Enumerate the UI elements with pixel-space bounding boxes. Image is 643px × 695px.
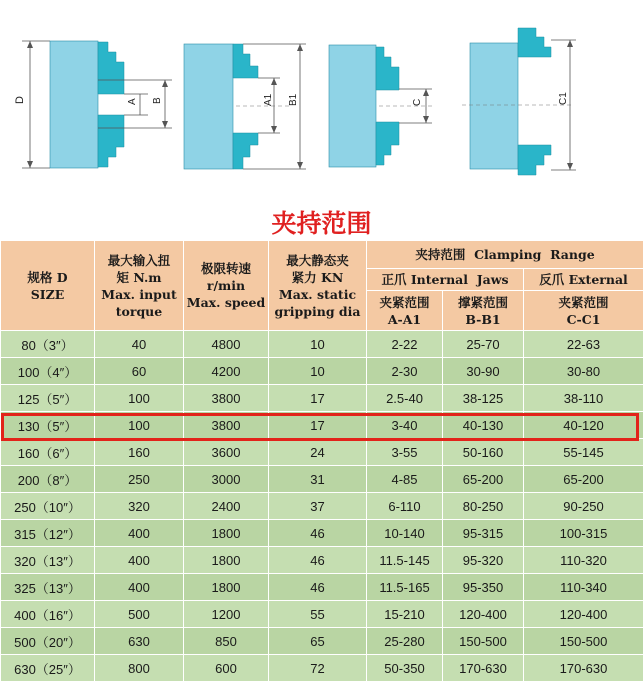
cell-cc1: 55-145 [524, 439, 643, 466]
cell-bb1: 38-125 [443, 385, 524, 412]
cell-size: 130（5″） [1, 412, 95, 439]
cell-force: 37 [269, 493, 367, 520]
cell-speed: 4200 [184, 358, 269, 385]
cell-speed: 850 [184, 628, 269, 655]
cell-cc1: 22-63 [524, 331, 643, 358]
cell-force: 55 [269, 601, 367, 628]
cell-cc1: 100-315 [524, 520, 643, 547]
header-internal-jaws: 正爪 Internal Jaws [367, 269, 524, 291]
cell-aa1: 11.5-145 [367, 547, 443, 574]
header-speed [184, 241, 269, 331]
label-b1: B1 [288, 93, 299, 106]
cell-size: 80（3″） [1, 331, 95, 358]
table-row [1, 385, 643, 412]
cell-bb1: 65-200 [443, 466, 524, 493]
cell-speed: 3000 [184, 466, 269, 493]
cell-force: 10 [269, 358, 367, 385]
table-row [1, 520, 643, 547]
cell-force: 17 [269, 385, 367, 412]
chuck-diagram-area [0, 0, 643, 207]
cell-torque: 400 [95, 547, 184, 574]
cell-size: 630（25″） [1, 655, 95, 682]
cell-size: 125（5″） [1, 385, 95, 412]
header-speed-unit: r/min [206, 278, 246, 293]
cell-aa1: 11.5-165 [367, 574, 443, 601]
cell-cc1: 150-500 [524, 628, 643, 655]
header-cc1 [524, 291, 643, 331]
cell-bb1: 25-70 [443, 331, 524, 358]
cell-bb1: 40-130 [443, 412, 524, 439]
header-size [1, 241, 95, 331]
cell-aa1: 15-210 [367, 601, 443, 628]
header-cc1-cn: 夹紧范围 [558, 294, 609, 310]
header-external-jaws: 反爪 External [524, 269, 643, 291]
cell-force: 46 [269, 520, 367, 547]
cell-torque: 60 [95, 358, 184, 385]
label-c: C [412, 98, 423, 106]
header-aa1 [367, 291, 443, 331]
cell-speed: 1800 [184, 574, 269, 601]
cell-aa1: 4-85 [367, 466, 443, 493]
header-torque-en2: torque [115, 303, 163, 319]
cell-force: 72 [269, 655, 367, 682]
cell-torque: 400 [95, 520, 184, 547]
cell-cc1: 65-200 [524, 466, 643, 493]
header-aa1-cn: 夹紧范围 [379, 294, 430, 310]
cell-force: 17 [269, 412, 367, 439]
cell-torque: 160 [95, 439, 184, 466]
cell-speed: 3600 [184, 439, 269, 466]
cell-size: 200（8″） [1, 466, 95, 493]
cell-torque: 500 [95, 601, 184, 628]
cell-bb1: 95-320 [443, 547, 524, 574]
label-d: D [14, 96, 26, 104]
cell-aa1: 25-280 [367, 628, 443, 655]
cell-torque: 800 [95, 655, 184, 682]
cell-size: 315（12″） [1, 520, 95, 547]
header-size-cn: 规格 D [27, 269, 68, 285]
header-row-1 [1, 241, 643, 269]
header-speed-en: Max. speed [186, 295, 266, 310]
cell-aa1: 6-110 [367, 493, 443, 520]
table-row [1, 493, 643, 520]
table-row [1, 574, 643, 601]
table-row [1, 655, 643, 682]
cell-bb1: 95-315 [443, 520, 524, 547]
table-row [1, 412, 643, 439]
table-title: 夹持范围 [271, 209, 372, 238]
cell-bb1: 80-250 [443, 493, 524, 520]
cell-cc1: 38-110 [524, 385, 643, 412]
header-torque [95, 241, 184, 331]
cell-torque: 630 [95, 628, 184, 655]
label-c1: C1 [558, 92, 569, 105]
cell-aa1: 2-30 [367, 358, 443, 385]
header-force-en2: gripping dia [274, 303, 361, 319]
header-bb1 [443, 291, 524, 331]
header-bb1-en: B-B1 [465, 311, 501, 327]
cell-aa1: 3-40 [367, 412, 443, 439]
cell-bb1: 150-500 [443, 628, 524, 655]
cell-force: 46 [269, 547, 367, 574]
cell-aa1: 10-140 [367, 520, 443, 547]
table-row [1, 628, 643, 655]
cell-force: 24 [269, 439, 367, 466]
label-a: A [127, 98, 138, 105]
diagram-1 [14, 41, 172, 168]
cell-cc1: 110-340 [524, 574, 643, 601]
cell-force: 46 [269, 574, 367, 601]
cell-cc1: 120-400 [524, 601, 643, 628]
cell-torque: 400 [95, 574, 184, 601]
cell-bb1: 95-350 [443, 574, 524, 601]
diagram-4 [462, 28, 576, 175]
header-force-cn2: 紧力 KN [291, 269, 344, 285]
cell-torque: 40 [95, 331, 184, 358]
cell-bb1: 30-90 [443, 358, 524, 385]
cell-torque: 100 [95, 385, 184, 412]
cell-torque: 100 [95, 412, 184, 439]
cell-cc1: 170-630 [524, 655, 643, 682]
cell-size: 320（13″） [1, 547, 95, 574]
cell-speed: 1800 [184, 547, 269, 574]
header-size-en: SIZE [30, 286, 65, 302]
cell-torque: 320 [95, 493, 184, 520]
table-row [1, 358, 643, 385]
cell-cc1: 40-120 [524, 412, 643, 439]
cell-aa1: 2-22 [367, 331, 443, 358]
header-aa1-en: A-A1 [387, 311, 422, 327]
header-force [269, 241, 367, 331]
table-row [1, 547, 643, 574]
cell-speed: 2400 [184, 493, 269, 520]
diagram-3 [329, 45, 432, 167]
header-force-en: Max. static [278, 286, 357, 302]
header-torque-cn: 最大输入扭 [107, 252, 171, 268]
table-row [1, 331, 643, 358]
chuck-diagrams [0, 0, 643, 207]
cell-size: 100（4″） [1, 358, 95, 385]
cell-size: 500（20″） [1, 628, 95, 655]
cell-size: 250（10″） [1, 493, 95, 520]
cell-bb1: 50-160 [443, 439, 524, 466]
cell-size: 325（13″） [1, 574, 95, 601]
spec-table-body [1, 331, 643, 682]
header-bb1-cn: 撑紧范围 [457, 294, 508, 310]
cell-aa1: 50-350 [367, 655, 443, 682]
label-a1: A1 [263, 93, 274, 106]
cell-bb1: 120-400 [443, 601, 524, 628]
cell-speed: 600 [184, 655, 269, 682]
table-row [1, 601, 643, 628]
cell-force: 31 [269, 466, 367, 493]
table-row [1, 466, 643, 493]
cell-cc1: 30-80 [524, 358, 643, 385]
cell-speed: 3800 [184, 385, 269, 412]
table-row [1, 439, 643, 466]
cell-aa1: 3-55 [367, 439, 443, 466]
label-b: B [152, 97, 163, 104]
diagram-2 [184, 44, 306, 169]
header-torque-en: Max. input [101, 286, 177, 302]
cell-cc1: 90-250 [524, 493, 643, 520]
spec-table [0, 240, 643, 682]
cell-bb1: 170-630 [443, 655, 524, 682]
cell-size: 400（16″） [1, 601, 95, 628]
cell-aa1: 2.5-40 [367, 385, 443, 412]
cell-size: 160（6″） [1, 439, 95, 466]
cell-speed: 1800 [184, 520, 269, 547]
header-cc1-en: C-C1 [566, 311, 601, 327]
cell-force: 10 [269, 331, 367, 358]
cell-cc1: 110-320 [524, 547, 643, 574]
header-torque-cn2: 矩 N.m [116, 269, 162, 285]
header-speed-cn: 极限转速 [200, 261, 251, 276]
cell-force: 65 [269, 628, 367, 655]
header-force-cn: 最大静态夹 [286, 252, 349, 268]
cell-speed: 4800 [184, 331, 269, 358]
cell-speed: 3800 [184, 412, 269, 439]
cell-speed: 1200 [184, 601, 269, 628]
header-clamping-range: 夹持范围 Clamping Range [367, 241, 643, 269]
cell-torque: 250 [95, 466, 184, 493]
